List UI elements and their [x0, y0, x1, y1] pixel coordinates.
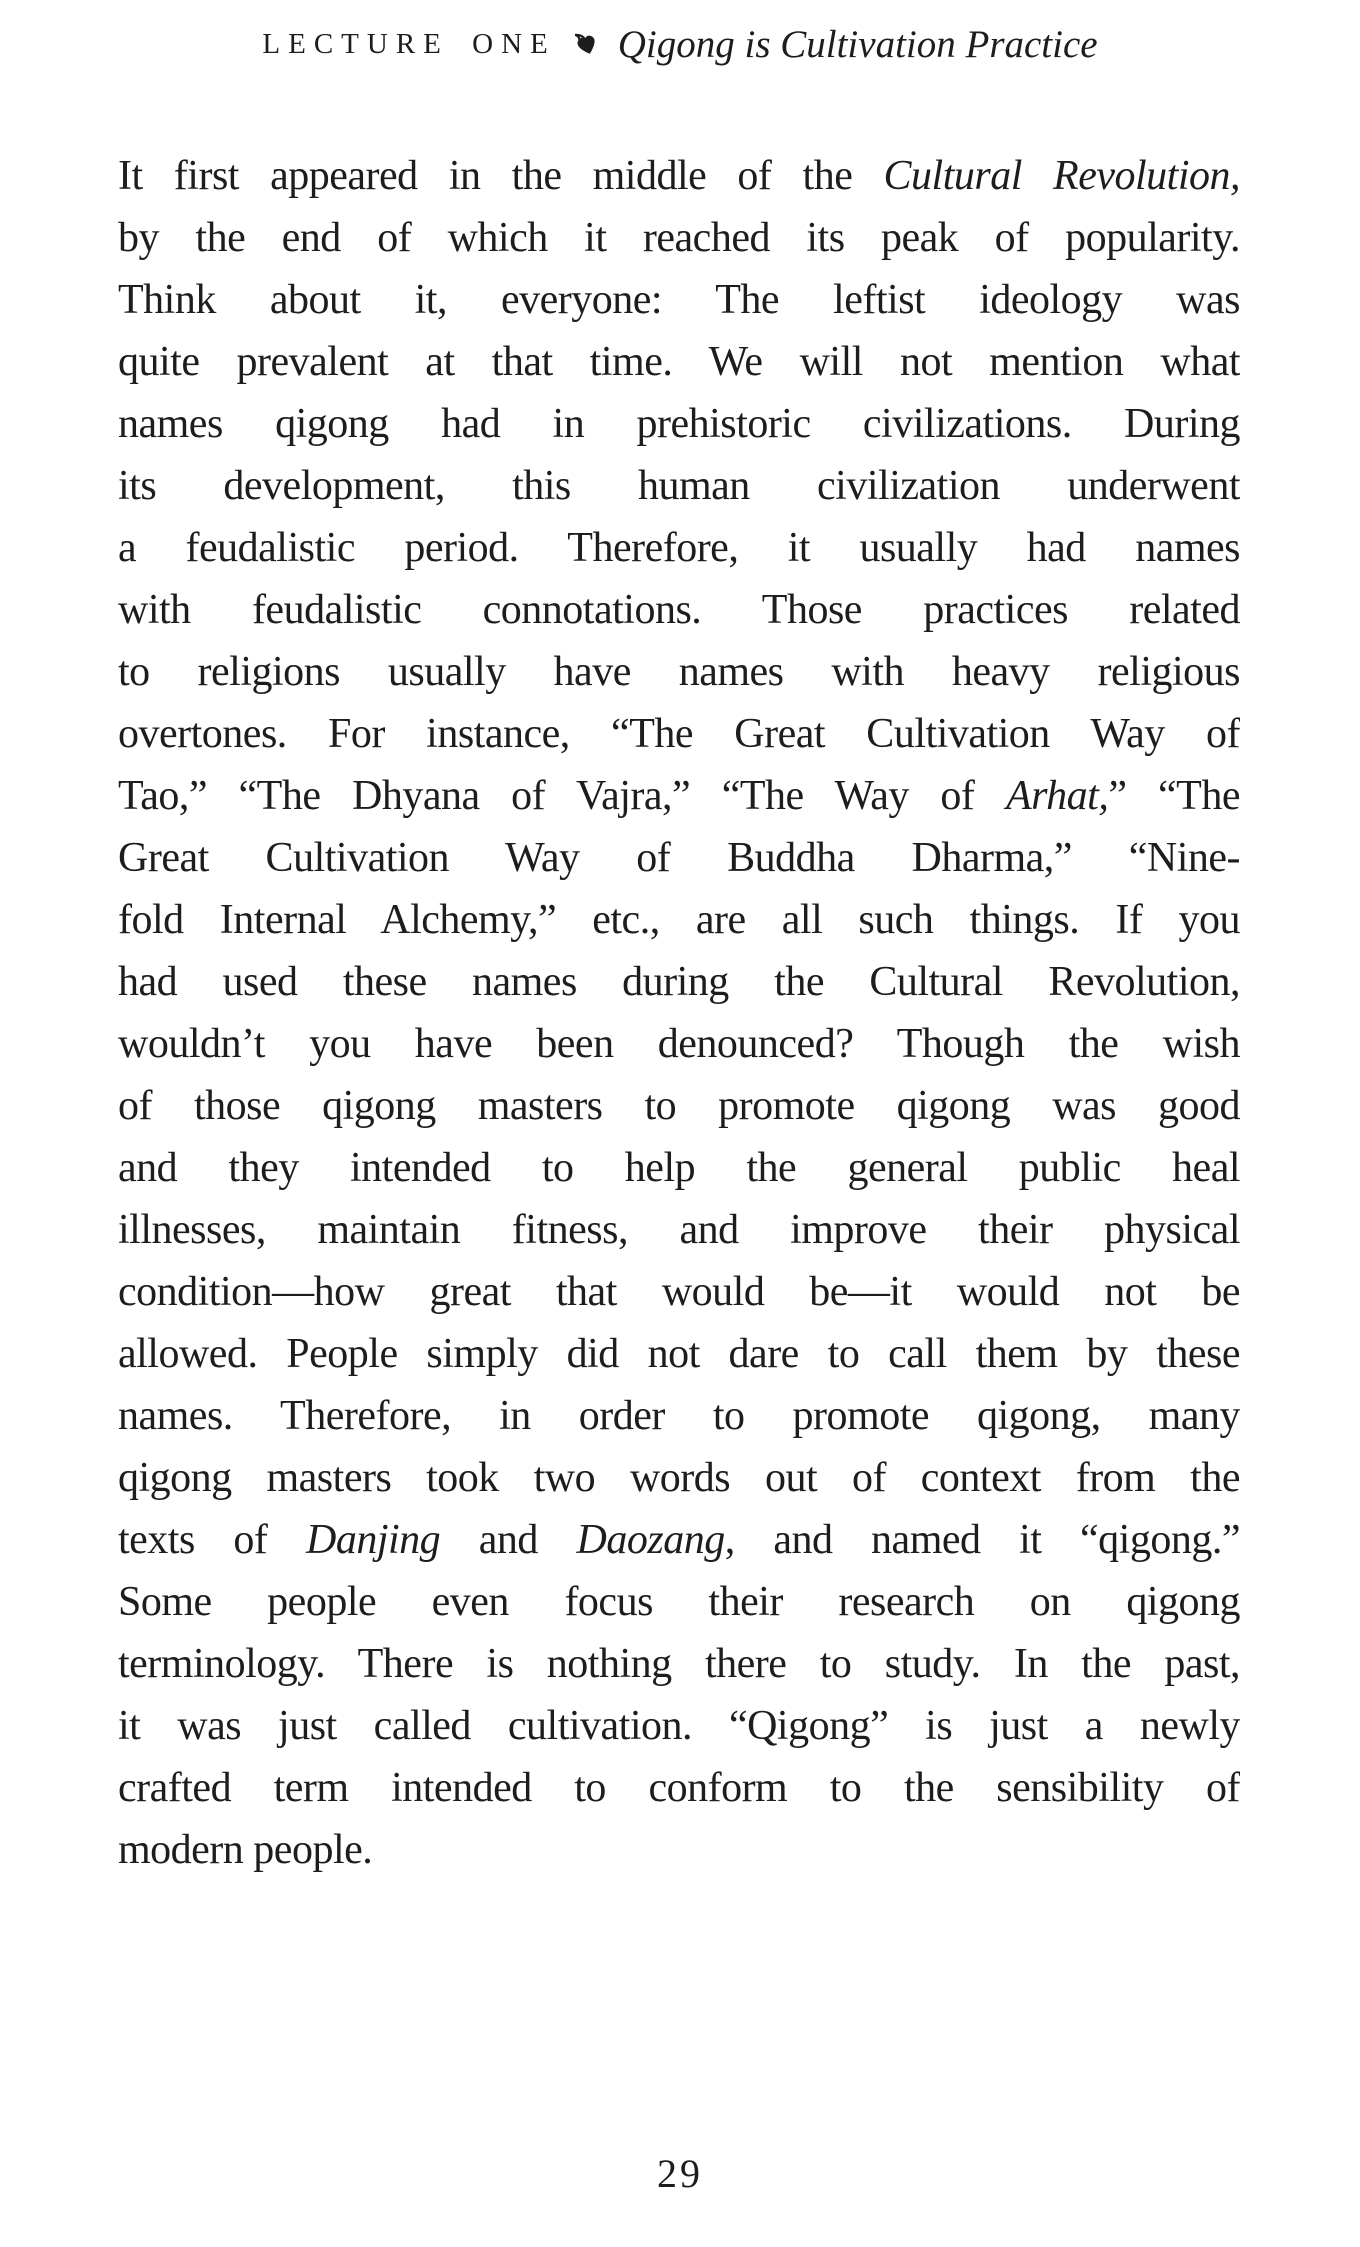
text-line: by the end of which it reached its peak of popularity.: [118, 215, 1240, 261]
text-line: It first appeared in the middle of the Cultural Revolution,: [118, 153, 1240, 199]
text-line: crafted term intended to conform to the sensibility of: [118, 1765, 1240, 1811]
text-line: fold Internal Alchemy,” etc., are all such things. If you: [118, 897, 1240, 943]
text-line: quite prevalent at that time. We will not mention what: [118, 339, 1240, 385]
body-text: [118, 145, 1240, 1881]
hedera-leaf-icon: [567, 24, 605, 62]
page-number: 29: [657, 2151, 703, 2196]
text-line: names qigong had in prehistoric civilizations. During: [118, 401, 1240, 447]
text-line: its development, this human civilization underwent: [118, 463, 1240, 509]
text-line: texts of Danjing and Daozang, and named it “qigong.”: [118, 1517, 1240, 1563]
text-line: had used these names during the Cultural Revolution,: [118, 959, 1240, 1005]
text-line: modern people.: [118, 1827, 373, 1873]
text-line: of those qigong masters to promote qigong was good: [118, 1083, 1240, 1129]
running-header: [0, 22, 1360, 67]
text-line: names. Therefore, in order to promote qigong, many: [118, 1393, 1240, 1439]
text-line: wouldn’t you have been denounced? Though the wish: [118, 1021, 1240, 1067]
text-line: with feudalistic connotations. Those practices related: [118, 587, 1240, 633]
text-line: Tao,” “The Dhyana of Vajra,” “The Way of Arhat,” “The: [118, 773, 1240, 819]
text-line: terminology. There is nothing there to study. In the past,: [118, 1641, 1240, 1687]
text-line: a feudalistic period. Therefore, it usually had names: [118, 525, 1240, 571]
text-line: and they intended to help the general public heal: [118, 1145, 1240, 1191]
text-line: Some people even focus their research on qigong: [118, 1579, 1240, 1625]
section-label: LECTURE ONE: [262, 28, 556, 60]
text-line: to religions usually have names with heavy religious: [118, 649, 1240, 695]
chapter-title: Qigong is Cultivation Practice: [617, 23, 1098, 66]
text-line: overtones. For instance, “The Great Cultivation Way of: [118, 711, 1240, 757]
text-line: condition—how great that would be—it would not be: [118, 1269, 1240, 1315]
text-line: Think about it, everyone: The leftist ideology was: [118, 277, 1240, 323]
text-line: allowed. People simply did not dare to call them by these: [118, 1331, 1240, 1377]
text-line: Great Cultivation Way of Buddha Dharma,” “Nine-: [118, 835, 1240, 881]
text-line: qigong masters took two words out of context from the: [118, 1455, 1240, 1501]
text-line: it was just called cultivation. “Qigong” is just a newly: [118, 1703, 1240, 1749]
text-line: illnesses, maintain fitness, and improve their physical: [118, 1207, 1240, 1253]
